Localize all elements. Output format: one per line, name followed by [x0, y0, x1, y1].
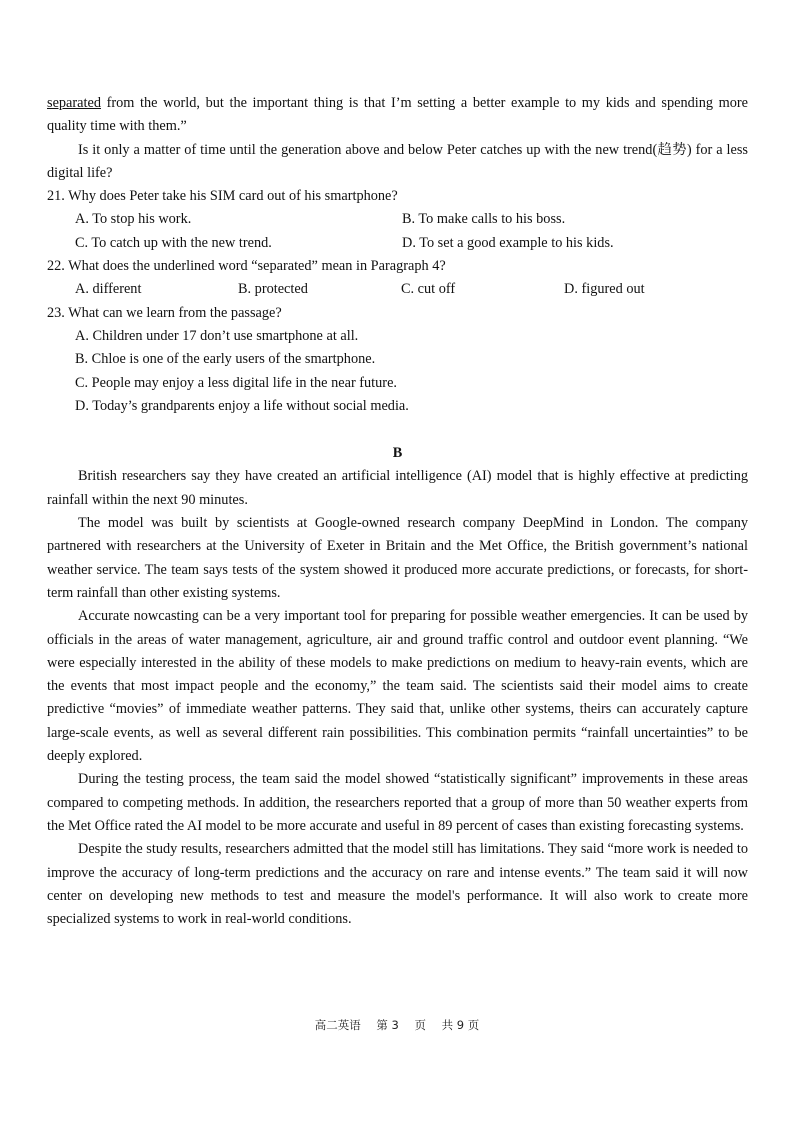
option-21-d: D. To set a good example to his kids.	[402, 234, 614, 251]
section-b-paragraph-2: The model was built by scientists at Google-owned research company DeepMind in London. The company partnered with researchers at the University of Exeter in Britain and the Met Office, the British government’s national weather service. The team says tests of the system showed it produced more accurate predictions, or forecasts, for short-term rainfall than other existing systems.	[47, 515, 748, 601]
question-23-stem: 23. What can we learn from the passage?	[47, 304, 282, 321]
option-23-d: D. Today’s grandparents enjoy a life without social media.	[75, 397, 409, 414]
question-21-options-row-1	[75, 208, 748, 231]
section-b-paragraph-4: During the testing process, the team said the model showed “statistically significant” improvements in these areas compared to competing methods. In addition, the researchers reported that a group of more than 50 weather experts from the Met Office rated the AI model to be more accurate and useful in 89 percent of cases than existing forecasting systems.	[47, 771, 748, 834]
paragraph-text: from the world, but the important thing is that I’m setting a better example to my kids and spending more quality time with them.”	[47, 95, 748, 135]
footer-page-unit: 页	[414, 1018, 426, 1032]
footer-subject: 高二英语	[314, 1018, 361, 1032]
section-b-title: B	[392, 445, 403, 462]
section-b-paragraph-1: British researchers say they have created an artificial intelligence (AI) model that is highly effective at predicting rainfall within the next 90 minutes.	[47, 468, 748, 508]
option-21-c: C. To catch up with the new trend.	[75, 234, 272, 251]
question-22-stem: 22. What does the underlined word “separated” mean in Paragraph 4?	[47, 258, 446, 275]
option-23-b: B. Chloe is one of the early users of the smartphone.	[75, 351, 376, 368]
footer-total-pages: 共 9 页	[441, 1018, 480, 1032]
option-21-b: B. To make calls to his boss.	[402, 211, 566, 228]
question-22-options	[75, 278, 748, 301]
option-22-c: C. cut off	[401, 281, 456, 298]
question-21-options-row-2	[75, 232, 748, 255]
question-21-stem: 21. Why does Peter take his SIM card out of his smartphone?	[47, 188, 398, 205]
passage-a-closing-paragraph	[47, 92, 748, 139]
option-23-c: C. People may enjoy a less digital life in the near future.	[75, 374, 397, 391]
page-footer	[0, 1017, 794, 1033]
option-21-a: A. To stop his work.	[75, 211, 192, 228]
option-23-a: A. Children under 17 don’t use smartphone at all.	[75, 327, 359, 344]
footer-page-number: 第 3	[376, 1018, 399, 1032]
exam-page	[47, 92, 748, 931]
section-b-paragraph-3: Accurate nowcasting can be a very important tool for preparing for possible weather emergencies. It can be used by officials in the areas of water management, agriculture, air and ground traffic control and outdoor event planning. “We were especially interested in the ability of these models to make predictions on medium to heavy-rain events, which are the events that most impact people and the economy,” the team said. The scientists said their model aims to create predictive “movies” of immediate weather patterns. They said that, unlike other systems, theirs can accurately capture large-scale events, as well as several different rain possibilities. This combination permits “rainfall uncertainties” to be deeply explored.	[47, 608, 748, 765]
option-22-b: B. protected	[238, 281, 308, 298]
passage-a-last-paragraph: Is it only a matter of time until the generation above and below Peter catches up with the new trend(趋势) for a less digital life?	[47, 141, 748, 181]
option-22-d: D. figured out	[564, 281, 645, 298]
section-b-paragraph-5: Despite the study results, researchers admitted that the model still has limitations. They said “more work is needed to improve the accuracy of long-term predictions and the accuracy on rare and intense events.” The team said it will now center on developing new methods to test and measure the model's performance. It will also work to create more specialized systems to work in real-world conditions.	[47, 841, 748, 928]
option-22-a: A. different	[75, 281, 142, 298]
underlined-word: separated	[47, 95, 101, 111]
